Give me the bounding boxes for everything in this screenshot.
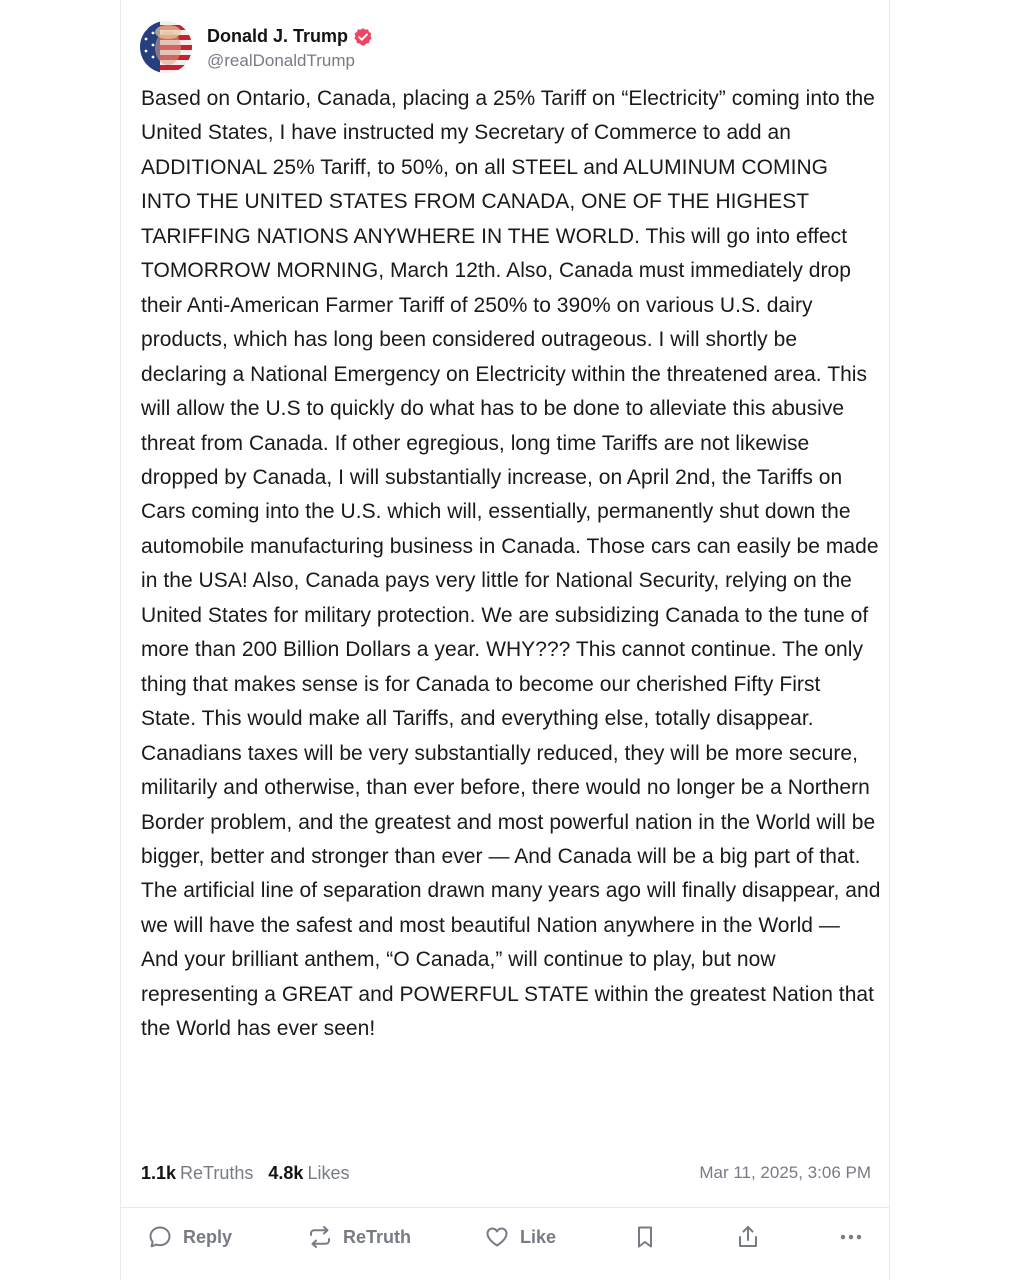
reply-label: Reply [183, 1226, 233, 1247]
author-handle[interactable]: @realDonaldTrump [207, 50, 355, 70]
post-card [120, 0, 890, 1280]
more-options-button[interactable] [838, 1222, 864, 1252]
post-action-bar [121, 1208, 889, 1266]
retruths-count: 1.1k [141, 1162, 177, 1183]
verified-badge-icon [353, 27, 373, 47]
retruths-label: ReTruths [180, 1162, 254, 1183]
avatar[interactable] [140, 21, 192, 73]
like-label: Like [520, 1226, 557, 1247]
bookmark-button[interactable] [632, 1222, 658, 1252]
more-dots-icon [838, 1224, 864, 1250]
share-button[interactable] [735, 1222, 761, 1252]
bookmark-icon [632, 1224, 658, 1250]
post-body-text: Based on Ontario, Canada, placing a 25% Tariff on “Electricity” coming into the United States, I have instructed my Secretary of Commerce to add an ADDITIONAL 25% Tariff, to 50%, on all STEEL and ALUMINUM COMING INTO THE UNITED STATES FROM CANADA, ONE OF THE HIGHEST TARIFFING NATIONS ANYWHERE IN THE WORLD. This will go into effect TOMORROW MORNING, March 12th. Also, Canada must immediately drop their Anti-American Farmer Tariff of 250% to 390% on various U.S. dairy products, which has long been considered outrageous. I will shortly be declaring a National Emergency on Electricity within the threatened area. This will allow the U.S to quickly do what has to be done to alleviate this abusive threat from Canada. If other egregious, long time Tariffs are not likewise dropped by Canada, I will substantially increase, on April 2nd, the Tariffs on Cars coming into the U.S. which will, essentially, permanently shut down the automobile manufacturing business in Canada. Those cars can easily be made in the USA! Also, Canada pays very little for National Security, relying on the United States for military protection. We are subsidizing Canada to the tune of more than 200 Billion Dollars a year. WHY??? This cannot continue. The only thing that makes sense is for Canada to become our cherished Fifty First State. This would make all Tariffs, and everything else, totally disappear. Canadians taxes will be very substantially reduced, they will be more secure, militarily and otherwise, than ever before, there would no longer be a Northern Border problem, and the greatest and most powerful nation in the World will be bigger, better and stronger than ever — And Canada will be a big part of that. The artificial line of separation drawn many years ago will finally disappear, and we will have the safest and most beautiful Nation anywhere in the World — And your brilliant anthem, “O Canada,” will continue to play, but now representing a GREAT and POWERFUL STATE within the greatest Nation that the World has ever seen! [141, 87, 881, 1041]
post-timestamp[interactable]: Mar 11, 2025, 3:06 PM [699, 1163, 871, 1182]
post-stats [141, 1158, 871, 1188]
heart-icon [484, 1224, 510, 1250]
likes-stat[interactable] [268, 1163, 349, 1184]
author-info [207, 24, 373, 71]
retruth-label: ReTruth [343, 1226, 412, 1247]
likes-count: 4.8k [268, 1162, 304, 1183]
like-button[interactable] [484, 1222, 556, 1252]
share-upload-icon [735, 1224, 761, 1250]
speech-bubble-icon [147, 1224, 173, 1250]
likes-label: Likes [307, 1162, 350, 1183]
repost-arrows-icon [307, 1224, 333, 1250]
retruth-button[interactable] [307, 1222, 411, 1252]
reply-button[interactable] [147, 1222, 232, 1252]
avatar-image [140, 21, 192, 73]
retruths-stat[interactable] [141, 1163, 253, 1184]
post-header [140, 19, 373, 75]
author-display-name[interactable]: Donald J. Trump [207, 26, 349, 46]
author-name-row [207, 24, 373, 50]
